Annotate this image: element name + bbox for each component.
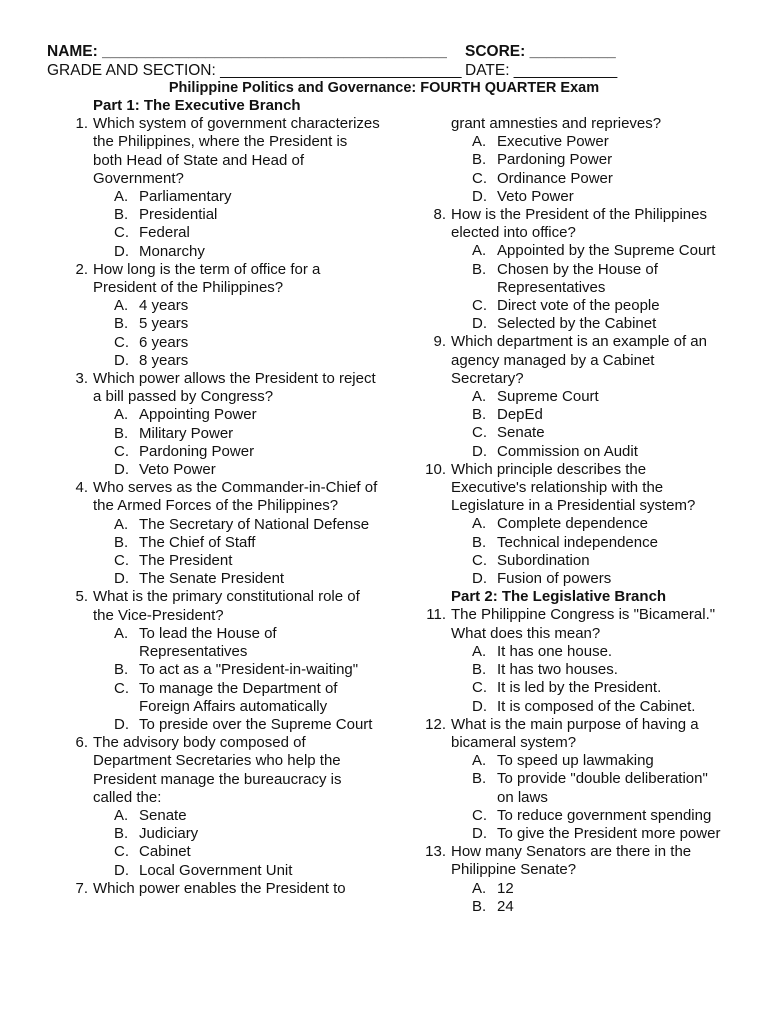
- option-letter: C.: [114, 224, 129, 242]
- question-text: What is the main purpose of having a bicameral system?: [451, 715, 699, 751]
- question-item: [420, 606, 725, 642]
- answer-option: [62, 406, 380, 424]
- option-letter: A.: [114, 515, 129, 533]
- option-text: To act as a "President-in-waiting": [139, 661, 359, 679]
- answer-option: [420, 643, 725, 661]
- option-text: Direct vote of the people: [497, 297, 660, 315]
- option-letter: C.: [472, 551, 487, 569]
- option-letter: C.: [472, 297, 487, 315]
- option-letter: C.: [114, 843, 129, 861]
- answer-option: [62, 807, 380, 825]
- option-letter: C.: [472, 424, 487, 442]
- answer-option: [420, 424, 725, 442]
- question-text: How long is the term of office for a President of the Philippines?: [93, 260, 321, 297]
- option-text: To manage the Department of Foreign Affairs automatically: [139, 679, 338, 715]
- answer-option: [62, 570, 380, 588]
- option-text: Judiciary: [139, 825, 199, 843]
- left-question-list: [62, 115, 380, 898]
- question-text: How is the President of the Philippines elected into office?: [451, 206, 707, 242]
- option-letter: C.: [472, 806, 487, 824]
- question-number: 9.: [433, 333, 446, 351]
- answer-option: [62, 315, 380, 333]
- option-letter: A.: [472, 752, 487, 770]
- answer-option: [420, 552, 725, 570]
- answer-option: [62, 206, 380, 224]
- option-text: Selected by the Cabinet: [497, 315, 657, 333]
- option-letter: D.: [472, 187, 487, 205]
- question-text: Which system of government characterizes the Philippines, where the President is both Head of State and Head of Government?: [93, 115, 380, 187]
- option-text: Military Power: [139, 424, 234, 442]
- option-text: 24: [497, 897, 514, 915]
- answer-option: [420, 661, 725, 679]
- question-number: 6.: [75, 734, 88, 752]
- question-text: Which principle describes the Executive's relationship with the Legislature in a Presidential system?: [451, 460, 696, 515]
- left-column: [62, 97, 380, 898]
- question-text: What is the primary constitutional role of the Vice-President?: [93, 588, 360, 624]
- option-text: 8 years: [139, 351, 189, 369]
- option-text: Senate: [139, 806, 187, 824]
- option-text: To provide "double deliberation" on laws: [497, 770, 708, 806]
- question-number: 12.: [425, 715, 446, 733]
- option-text: Appointing Power: [139, 406, 257, 424]
- answer-option: [420, 315, 725, 333]
- option-letter: B.: [114, 206, 129, 224]
- question-item: [62, 370, 380, 406]
- option-text: Local Government Unit: [139, 861, 293, 879]
- score-field-label: SCORE: __________: [465, 43, 616, 60]
- option-letter: D.: [472, 824, 487, 842]
- answer-option: [420, 698, 725, 716]
- option-text: Commission on Audit: [497, 442, 638, 460]
- option-text: Technical independence: [497, 533, 658, 551]
- question-number: 13.: [425, 843, 446, 861]
- option-text: Veto Power: [139, 461, 216, 479]
- question-item: [62, 734, 380, 807]
- question-text: The Philippine Congress is "Bicameral." What does this mean?: [451, 606, 716, 642]
- answer-option: [420, 534, 725, 552]
- answer-option: [420, 570, 725, 588]
- option-text: Pardoning Power: [139, 442, 255, 460]
- date-field-label: DATE: ____________: [465, 62, 618, 79]
- option-text: Subordination: [497, 551, 590, 569]
- option-letter: B.: [472, 770, 487, 788]
- option-text: To give the President more power: [497, 824, 721, 842]
- option-letter: D.: [114, 570, 129, 588]
- answer-option: [420, 825, 725, 843]
- option-text: Chosen by the House of Representatives: [497, 260, 658, 296]
- option-letter: A.: [472, 515, 487, 533]
- option-letter: D.: [114, 715, 129, 733]
- option-letter: B.: [472, 897, 487, 915]
- option-text: DepEd: [497, 406, 543, 424]
- option-letter: A.: [114, 297, 129, 315]
- option-text: It has two houses.: [497, 661, 618, 679]
- answer-option: [62, 188, 380, 206]
- option-text: Fusion of powers: [497, 570, 612, 588]
- question-item: [62, 880, 380, 898]
- option-text: Supreme Court: [497, 388, 599, 406]
- answer-option: [420, 261, 725, 297]
- question-text: The advisory body composed of Department Secretaries who help the President manage the bureaucracy is called the:: [93, 734, 342, 806]
- option-letter: B.: [114, 661, 129, 679]
- option-letter: C.: [114, 679, 129, 697]
- question-number: 4.: [75, 479, 88, 497]
- answer-option: [420, 133, 725, 151]
- option-letter: A.: [472, 879, 487, 897]
- option-text: Senate: [497, 424, 545, 442]
- answer-option: [62, 297, 380, 315]
- answer-option: [62, 534, 380, 552]
- option-letter: D.: [472, 315, 487, 333]
- option-letter: C.: [114, 442, 129, 460]
- answer-option: [420, 807, 725, 825]
- option-letter: A.: [472, 133, 487, 151]
- question-item: [62, 588, 380, 624]
- option-text: To speed up lawmaking: [497, 752, 654, 770]
- option-text: Executive Power: [497, 133, 609, 151]
- option-text: Complete dependence: [497, 515, 648, 533]
- answer-option: [420, 388, 725, 406]
- question-text: Who serves as the Commander-in-Chief of the Armed Forces of the Philippines?: [93, 479, 378, 515]
- question-item: [420, 716, 725, 752]
- option-letter: D.: [472, 570, 487, 588]
- option-letter: B.: [472, 661, 487, 679]
- option-text: 5 years: [139, 315, 189, 333]
- option-text: Veto Power: [497, 187, 574, 205]
- option-letter: B.: [472, 260, 487, 278]
- answer-option: [62, 516, 380, 534]
- option-text: 4 years: [139, 297, 189, 315]
- question-number: 2.: [75, 260, 88, 278]
- option-letter: D.: [114, 861, 129, 879]
- option-text: The President: [139, 552, 233, 570]
- option-letter: B.: [472, 406, 487, 424]
- question-number: 11.: [426, 606, 446, 624]
- right-column: [420, 115, 725, 916]
- answer-option: [420, 297, 725, 315]
- answer-option: [420, 679, 725, 697]
- option-letter: A.: [114, 806, 129, 824]
- option-text: Parliamentary: [139, 188, 232, 206]
- option-text: Ordinance Power: [497, 169, 613, 187]
- option-letter: B.: [472, 533, 487, 551]
- option-letter: C.: [114, 552, 129, 570]
- answer-option: [62, 352, 380, 370]
- answer-option: [420, 515, 725, 533]
- question-number: 7.: [75, 879, 88, 897]
- option-text: Pardoning Power: [497, 151, 613, 169]
- question-number: 5.: [75, 588, 88, 606]
- option-text: It is composed of the Cabinet.: [497, 697, 696, 715]
- question-text: grant amnesties and reprieves?: [451, 115, 662, 132]
- option-text: Monarchy: [139, 242, 205, 260]
- answer-option: [62, 825, 380, 843]
- question-item: [62, 115, 380, 188]
- answer-option: [420, 406, 725, 424]
- answer-option: [420, 170, 725, 188]
- answer-option: [420, 880, 725, 898]
- option-text: The Chief of Staff: [139, 533, 256, 551]
- option-text: 12: [497, 879, 514, 897]
- option-letter: D.: [472, 442, 487, 460]
- option-text: To preside over the Supreme Court: [139, 715, 373, 733]
- part-1-heading: Part 1: The Executive Branch: [93, 97, 301, 114]
- question-text: Which department is an example of an agency managed by a Cabinet Secretary?: [451, 333, 707, 387]
- question-item: [420, 461, 725, 516]
- answer-option: [62, 224, 380, 242]
- answer-option: [62, 862, 380, 880]
- answer-option: [420, 242, 725, 260]
- option-text: It is led by the President.: [497, 679, 662, 697]
- answer-option: [62, 716, 380, 734]
- option-letter: C.: [472, 169, 487, 187]
- part-2-heading: Part 2: The Legislative Branch: [451, 588, 667, 606]
- option-text: It has one house.: [497, 642, 613, 660]
- option-text: The Secretary of National Defense: [139, 515, 370, 533]
- answer-option: [62, 625, 380, 661]
- answer-option: [62, 843, 380, 861]
- question-continuation: [420, 115, 725, 133]
- question-text: Which power allows the President to reject a bill passed by Congress?: [93, 370, 376, 406]
- option-letter: A.: [114, 406, 129, 424]
- option-text: To reduce government spending: [497, 806, 712, 824]
- option-letter: A.: [114, 624, 129, 642]
- option-text: To lead the House of Representatives: [139, 624, 277, 661]
- option-text: Federal: [139, 224, 190, 242]
- option-letter: C.: [114, 333, 129, 351]
- answer-option: [420, 752, 725, 770]
- answer-option: [420, 898, 725, 916]
- option-letter: B.: [114, 424, 129, 442]
- option-text: Cabinet: [139, 843, 191, 861]
- option-letter: A.: [472, 642, 487, 660]
- question-item: [420, 333, 725, 388]
- option-text: Presidential: [139, 206, 218, 224]
- option-letter: A.: [472, 388, 487, 406]
- answer-option: [62, 334, 380, 352]
- answer-option: [62, 443, 380, 461]
- answer-option: [62, 680, 380, 716]
- answer-option: [420, 188, 725, 206]
- answer-option: [62, 425, 380, 443]
- question-number: 3.: [75, 370, 88, 388]
- option-text: Appointed by the Supreme Court: [497, 242, 716, 260]
- question-item: [62, 479, 380, 515]
- answer-option: [420, 443, 725, 461]
- option-letter: D.: [114, 242, 129, 260]
- answer-option: [420, 151, 725, 169]
- answer-option: [420, 770, 725, 806]
- answer-option: [62, 552, 380, 570]
- option-letter: B.: [114, 315, 129, 333]
- option-letter: B.: [114, 533, 129, 551]
- option-text: 6 years: [139, 333, 189, 351]
- option-letter: A.: [114, 188, 129, 206]
- exam-title: Philippine Politics and Governance: FOURTH QUARTER Exam: [168, 80, 600, 96]
- option-letter: B.: [472, 151, 487, 169]
- question-number: 1.: [75, 115, 88, 133]
- grade-section-field-label: GRADE AND SECTION: ____________________________: [47, 62, 462, 79]
- answer-option: [62, 461, 380, 479]
- question-text: How many Senators are there in the Philippine Senate?: [451, 843, 692, 879]
- answer-option: [62, 243, 380, 261]
- question-item: [62, 261, 380, 297]
- name-field-label: NAME: ________________________________________: [47, 43, 447, 60]
- right-question-list: [420, 115, 725, 916]
- question-item: [420, 206, 725, 242]
- option-letter: D.: [114, 461, 129, 479]
- question-number: 8.: [433, 206, 446, 224]
- answer-option: [62, 661, 380, 679]
- option-letter: A.: [472, 242, 487, 260]
- question-item: [420, 843, 725, 879]
- option-letter: D.: [472, 697, 487, 715]
- option-letter: B.: [114, 825, 129, 843]
- option-letter: C.: [472, 679, 487, 697]
- option-text: The Senate President: [139, 570, 285, 588]
- option-letter: D.: [114, 351, 129, 369]
- question-number: 10.: [425, 460, 446, 478]
- question-text: Which power enables the President to: [93, 879, 346, 897]
